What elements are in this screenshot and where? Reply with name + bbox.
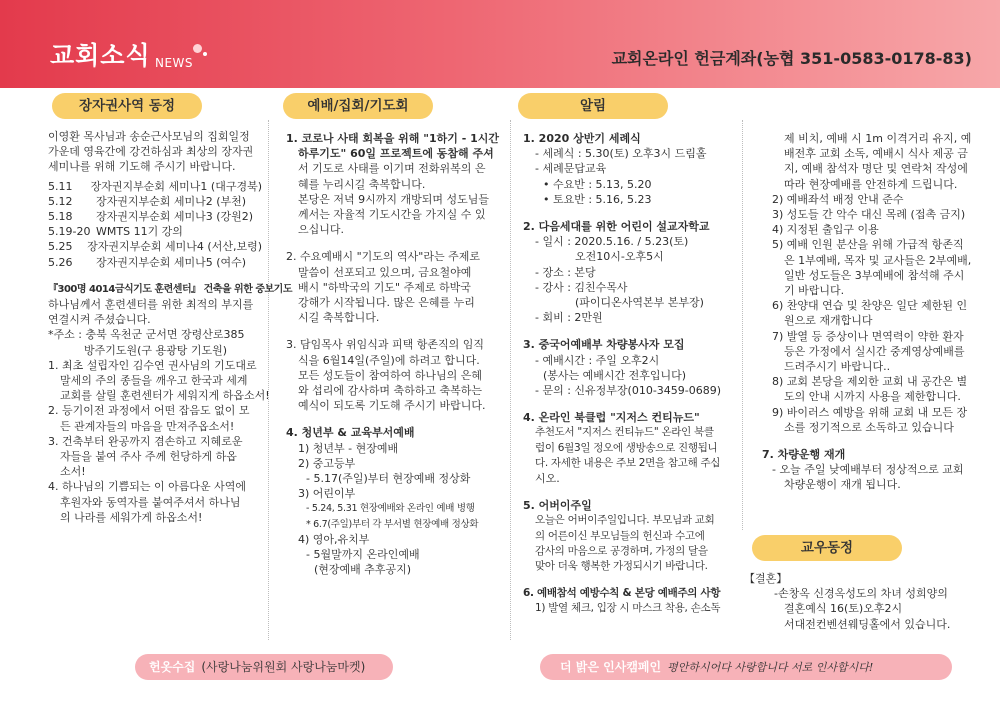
notice-title: 2. 다음세대를 위한 어린이 설교자학교	[523, 220, 710, 234]
notice-line: - 세례식 : 5.30(토) 오후3시 드림홀	[535, 147, 707, 161]
column-divider	[268, 120, 269, 640]
notice-line: - 세례문답교육	[535, 162, 607, 176]
column-notice	[523, 131, 738, 617]
worship-line: 예식이 되도록 기도해 주시기 바랍니다.	[298, 399, 486, 413]
youth-line: * 6.7(주일)부터 각 부서별 현장예배 정상화	[306, 518, 479, 530]
column-divider	[510, 120, 511, 640]
prayer-line: 1. 최초 설립자인 김수연 권사님의 기도대로	[48, 358, 257, 372]
notice-title: 7. 차량운행 재개	[762, 448, 846, 462]
notice-line: - 강사 : 김친수목사	[535, 280, 628, 294]
prayer-line: 소서!	[60, 465, 86, 479]
notice-line: 오늘은 어버이주일입니다. 부모님과 교회	[535, 514, 715, 527]
rule-line: 따라 현장예배를 안전하게 드립니다.	[784, 177, 958, 191]
notice-line: • 수요반 : 5.13, 5.20	[543, 177, 652, 191]
center-line: 연결시켜 주셨습니다.	[48, 313, 151, 327]
youth-line: - 5.17(주일)부터 현장예배 정상화	[306, 472, 471, 486]
rule-line: 일반 성도들은 3부예배에 참석해 주시	[784, 268, 965, 282]
intro-line: 가운데 영육간에 강건하심과 최상의 장자권	[48, 145, 254, 159]
rule-line: - 오늘 주일 낮예배부터 정상적으로 교회	[772, 463, 964, 477]
section-title-ministry: 장자권사역 동정	[52, 93, 202, 119]
clothes-key: 헌옷수집	[149, 660, 196, 674]
notice-line: - 문의 : 신유정부장(010-3459-0689)	[535, 384, 722, 398]
rule-line: 도의 안내 시까지 사용을 제한합니다.	[784, 390, 961, 404]
youth-line: 3) 어린이부	[298, 487, 356, 501]
prayer-line: 후원자와 동역자를 붙여주셔서 하나님	[60, 495, 241, 509]
clothes-collection-banner	[135, 654, 393, 680]
prayer-line: 교회를 살릴 훈련센터가 세워지게 하옵소서!	[60, 389, 270, 403]
decor-dot-small-icon	[203, 52, 207, 56]
notice-line: - 예배시간 : 주일 오후2시	[535, 353, 660, 367]
notice-title: 3. 중국어예배부 차량봉사자 모집	[523, 338, 685, 352]
center-line: *주소 : 충북 옥천군 군서면 장령산로385	[48, 328, 245, 342]
youth-line: 1) 청년부 - 현장예배	[298, 441, 399, 455]
worship-line: 하루기도" 60일 프로젝트에 동참해 주셔	[298, 147, 494, 161]
clothes-text: (사랑나눔위원회 사랑나눔마켓)	[201, 660, 366, 674]
column-members	[744, 571, 994, 632]
greeting-campaign-banner	[540, 654, 952, 680]
schedule-row: 5.12 장자권지부순회 세미나2 (부천)	[48, 194, 247, 208]
worship-line: 1. 코로나 사태 회복을 위해 "1하기 - 1시간	[286, 132, 500, 145]
prayer-line: 의 나라를 세워가게 하옵소서!	[60, 510, 203, 524]
prayer-line: 자들을 붙여 주사 주께 헌당하게 하옵	[60, 450, 237, 464]
wedding-line: -손창옥 신경옥성도의 차녀 성희양의	[774, 587, 948, 601]
notice-line: 추천도서 "지저스 컨티뉴드" 온라인 북클	[535, 426, 714, 439]
notice-line: 시오.	[535, 472, 560, 486]
youth-title: 4. 청년부 & 교육부서예배	[286, 426, 415, 440]
schedule-row: 5.11 장자권지부순회 세미나1 (대구경북)	[48, 179, 262, 193]
wedding-line: 서대전컨벤션웨딩홀에서 있습니다.	[784, 617, 951, 631]
notice-title: 6. 예배참석 예방수칙 & 본당 예배주의 사항	[523, 587, 721, 600]
prayer-line: 든 관계자들의 마음을 만져주옵소서!	[60, 419, 235, 433]
notice-line: 의 어른이신 부모님들의 헌신과 수고에	[535, 529, 705, 542]
column-rules	[762, 131, 992, 493]
rule-line: 8) 교회 본당을 제외한 교회 내 공간은 별	[772, 375, 968, 389]
rule-line: 3) 성도들 간 악수 대신 목례 (접촉 금지)	[772, 208, 966, 222]
schedule-row: 5.26 장자권지부순회 세미나5 (여수)	[48, 255, 247, 269]
rule-line: 원으로 재개합니다	[784, 314, 873, 328]
notice-line: - 일시 : 2020.5.16. / 5.23(토)	[535, 235, 689, 249]
worship-line: 강해가 시작됩니다. 많은 은혜를 누리	[298, 296, 475, 310]
rule-line: 드려주시기 바랍니다..	[784, 360, 891, 374]
news-label: NEWS	[155, 56, 194, 70]
worship-line: 모든 성도들이 참여하여 하나님의 은혜	[298, 368, 483, 382]
notice-line: • 토요반 : 5.16, 5.23	[543, 192, 652, 206]
notice-line: 1) 발열 체크, 입장 시 마스크 착용, 손소독	[535, 602, 721, 615]
worship-line: 본당은 저녁 9시까지 개방되며 성도님들	[298, 192, 489, 206]
notice-line: 오전10시-오후5시	[575, 250, 664, 264]
schedule-row: 5.19-20 WMTS 11기 강의	[48, 225, 183, 239]
center-line: 하나님께서 훈련센터를 위한 최적의 부지를	[48, 298, 254, 312]
youth-line: - 5월말까지 온라인예배	[306, 548, 420, 562]
worship-line: 3. 담임목사 위임식과 피택 항존직의 임직	[286, 338, 484, 352]
notice-title: 4. 온라인 북클럽 "지저스 컨티뉴드"	[523, 411, 700, 425]
youth-line: 2) 중고등부	[298, 456, 356, 470]
notice-line: (파이디온사역본부 본부장)	[575, 296, 704, 310]
section-title-worship: 예배/집회/기도회	[283, 93, 433, 119]
notice-title: 5. 어버이주일	[523, 499, 592, 513]
rule-line: 은 1부예배, 목자 및 교사들은 2부예배,	[784, 253, 972, 267]
intro-line: 이영환 목사님과 송순근사모님의 집회일정	[48, 130, 250, 143]
worship-line: 와 섭리에 감사하며 축하하고 축복하는	[298, 384, 483, 398]
worship-line: 말씀이 선포되고 있으며, 금요철야예	[298, 265, 472, 279]
section-title-notice: 알림	[518, 93, 668, 119]
section-title-members: 교우동정	[752, 535, 902, 561]
prayer-line: 말세의 주의 종들을 깨우고 한국과 세계	[60, 374, 248, 388]
column-divider	[742, 120, 743, 530]
wedding-title: 【결혼】	[744, 572, 788, 585]
rule-line: 소를 정기적으로 소독하고 있습니다	[784, 420, 954, 434]
notice-line: 럽이 6월3일 정오에 생방송으로 진행됩니	[535, 441, 718, 454]
youth-line: 4) 영아,유치부	[298, 532, 370, 546]
rule-line: 등은 가정에서 실시간 중계영상예배를	[784, 344, 965, 358]
notice-line: 다. 자세한 내용은 주보 2면을 참고해 주십	[535, 456, 721, 469]
rule-line: 배전후 교회 소독, 예배시 식사 제공 금	[784, 147, 968, 161]
prayer-line: 4. 하나님의 기쁨되는 이 아름다운 사역에	[48, 480, 246, 494]
rule-line: 제 비치, 예배 시 1m 이격거리 유지, 예	[784, 132, 972, 145]
worship-line: 으십니다.	[298, 223, 345, 237]
rule-line: 2) 예배좌석 배정 안내 준수	[772, 192, 904, 206]
center-line: 방주기도원(구 용광탕 기도원)	[84, 343, 228, 357]
schedule-row: 5.18 장자권지부순회 세미나3 (강원2)	[48, 210, 254, 224]
campaign-key: 더 밝은 인사캠페인	[560, 660, 662, 674]
worship-line: 식을 6월14일(주일)에 하려고 합니다.	[298, 353, 480, 367]
notice-line: 감사의 마음으로 공경하며, 가정의 달을	[535, 544, 708, 557]
notice-line: - 장소 : 본당	[535, 265, 596, 279]
rule-line: 기 바랍니다.	[784, 284, 845, 298]
prayer-line: 2. 등기이전 과정에서 어떤 잡음도 없이 모	[48, 404, 250, 418]
rule-line: 6) 찬양대 연습 및 찬양은 일단 제한된 인	[772, 299, 968, 313]
prayer-line: 3. 건축부터 완공까지 겸손하고 지혜로운	[48, 434, 243, 448]
worship-line: 서 기도로 사태를 이기며 전화위복의 은	[298, 162, 486, 176]
youth-line: (현장예배 추후공지)	[314, 563, 412, 577]
decor-dot-icon	[193, 44, 202, 53]
rule-line: 9) 바이러스 예방을 위해 교회 내 모든 장	[772, 405, 968, 419]
notice-title: 1. 2020 상반기 세례식	[523, 132, 641, 145]
worship-line: 께서는 자율적 기도시간을 가지실 수 있	[298, 208, 486, 222]
rule-line: 차량운행이 재개 됩니다.	[784, 478, 901, 492]
youth-line: - 5.24, 5.31 현장예배와 온라인 예배 병행	[306, 503, 475, 515]
offering-account: 교회온라인 헌금계좌(농협 351-0583-0178-83)	[611, 49, 972, 68]
column-worship	[286, 131, 504, 577]
notice-line: - 회비 : 2만원	[535, 311, 603, 325]
worship-line: 배시 "하박국의 기도" 주제로 하박국	[298, 280, 471, 294]
worship-line: 혜를 누리시길 축복합니다.	[298, 177, 426, 191]
column-ministry	[48, 129, 292, 525]
header-banner	[0, 0, 1000, 88]
intro-line: 세미나를 위해 기도해 주시기 바랍니다.	[48, 160, 236, 174]
page-title: 교회소식	[50, 41, 151, 70]
schedule-row: 5.25 장자권지부순회 세미나4 (서산,보령)	[48, 240, 262, 254]
rule-line: 7) 발열 등 증상이나 면역력이 약한 환자	[772, 329, 964, 343]
rule-line: 5) 예배 인원 분산을 위해 가급적 항존직	[772, 238, 964, 252]
campaign-text: 평안하시어다 사랑합니다 서로 인사합시다!	[667, 661, 874, 674]
center-title: 『300명 4014금식기도 훈련센터』 건축을 위한 중보기도	[48, 283, 292, 295]
worship-line: 시길 축복합니다.	[298, 311, 380, 325]
notice-line: (봉사는 예배시간 전후입니다)	[543, 368, 687, 382]
notice-line: 맞아 더욱 행복한 가정되시기 바랍니다.	[535, 560, 708, 573]
rule-line: 지, 예배 참석자 명단 및 연락처 작성에	[784, 162, 968, 176]
rule-line: 4) 지정된 출입구 이용	[772, 223, 879, 237]
wedding-line: 결혼예식 16(토)오후2시	[784, 602, 903, 616]
worship-line: 2. 수요예배시 "기도의 역사"라는 주제로	[286, 250, 480, 264]
